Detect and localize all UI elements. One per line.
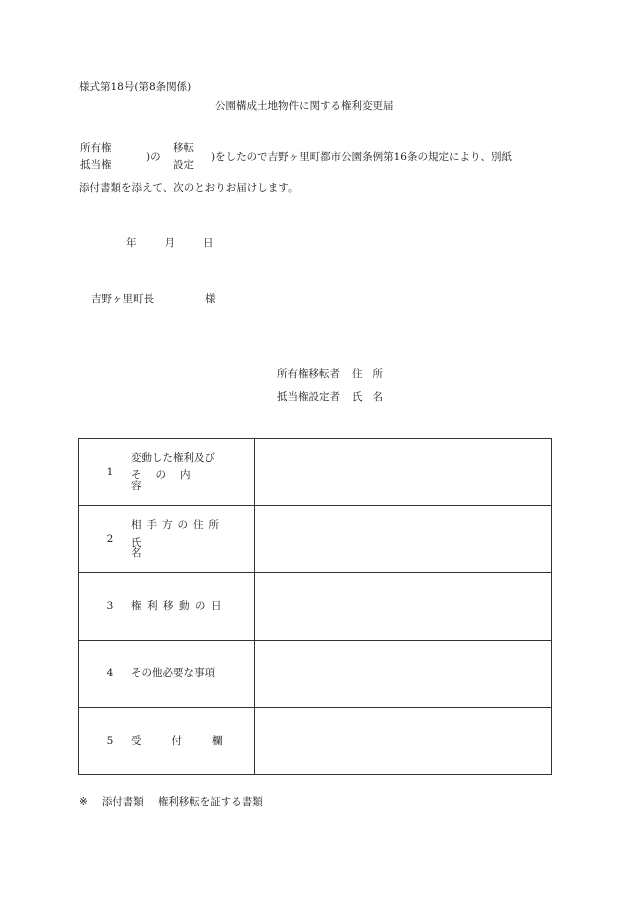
- item-label-cell: [79, 640, 255, 707]
- item-label-cell: [79, 573, 255, 640]
- applicant-block: [277, 369, 383, 402]
- applicant-role-mortgage: 抵当権設定者: [277, 390, 340, 403]
- addressee-honorific: 様: [205, 293, 216, 305]
- address-label: [352, 369, 383, 380]
- table-row: [79, 506, 552, 573]
- item-value-cell[interactable]: [255, 640, 552, 707]
- item-number: 3: [106, 600, 114, 613]
- item-number: 4: [106, 667, 114, 680]
- date-line: [126, 238, 214, 249]
- item-label-line-spread: その内容: [131, 469, 205, 492]
- item-label: [131, 520, 254, 559]
- month-label: 月: [164, 237, 175, 249]
- item-label: 受付欄: [131, 734, 253, 747]
- item-label-line: 氏名: [131, 536, 206, 560]
- addressee-name: 吉野ヶ里町長: [91, 293, 154, 305]
- right-type-options: [80, 143, 112, 170]
- note-text: 権利移転を証する書類: [157, 796, 263, 808]
- item-label-line: [131, 470, 225, 491]
- item-value-cell[interactable]: [255, 707, 552, 774]
- item-value-cell[interactable]: [255, 439, 552, 506]
- item-label: その他必要な事項: [131, 667, 215, 680]
- day-label: 日: [203, 237, 214, 249]
- document-title: 公園構成土地物件に関する権利変更届: [215, 100, 394, 112]
- item-value-cell[interactable]: [255, 573, 552, 640]
- item-value-cell[interactable]: [255, 506, 552, 573]
- item-label-line: 相手方の住所: [131, 519, 224, 532]
- name-label: [352, 392, 383, 403]
- right-type-ownership: 所有権: [80, 142, 112, 154]
- item-label: 権利移動の日: [131, 600, 227, 613]
- applicant-row-name: [277, 392, 383, 403]
- table-row: [79, 707, 552, 774]
- action-options: [173, 143, 194, 170]
- table-row: [79, 573, 552, 640]
- year-label: 年: [126, 237, 137, 249]
- applicant-role-transfer: 所有権移転者: [277, 368, 340, 380]
- addressee: [91, 294, 216, 305]
- item-label-line: 変動した権利及び: [131, 451, 215, 464]
- item-number: 1: [106, 465, 114, 478]
- item-label-cell: [79, 506, 255, 573]
- items-table: [78, 438, 552, 775]
- action-transfer: 移転: [173, 142, 194, 154]
- item-number: 2: [106, 533, 114, 546]
- item-label-cell: [79, 707, 255, 774]
- note-label: 添付書類: [101, 796, 144, 808]
- form-number: 様式第18号(第8条関係): [79, 81, 192, 93]
- item-label-cell: [79, 439, 255, 506]
- name-label-2: 名: [372, 390, 383, 403]
- attachment-note: [79, 797, 263, 808]
- connector-no: )の: [146, 151, 161, 163]
- intro-line-1: )をしたので吉野ヶ里町都市公園条例第16条の規定により、別紙: [211, 151, 512, 163]
- table-row: [79, 439, 552, 506]
- applicant-row-address: [277, 369, 383, 380]
- intro-line-2: 添付書類を添えて、次のとおりお届けします。: [79, 182, 299, 194]
- item-label: [131, 453, 254, 492]
- action-establish: 設定: [173, 158, 194, 171]
- item-number: 5: [106, 734, 114, 747]
- address-label-2: 所: [372, 368, 383, 380]
- name-label-1: 氏: [352, 390, 363, 403]
- table-row: [79, 640, 552, 707]
- address-label-1: 住: [352, 368, 363, 380]
- note-mark: ※: [79, 796, 88, 808]
- right-type-mortgage: 抵当権: [80, 158, 112, 171]
